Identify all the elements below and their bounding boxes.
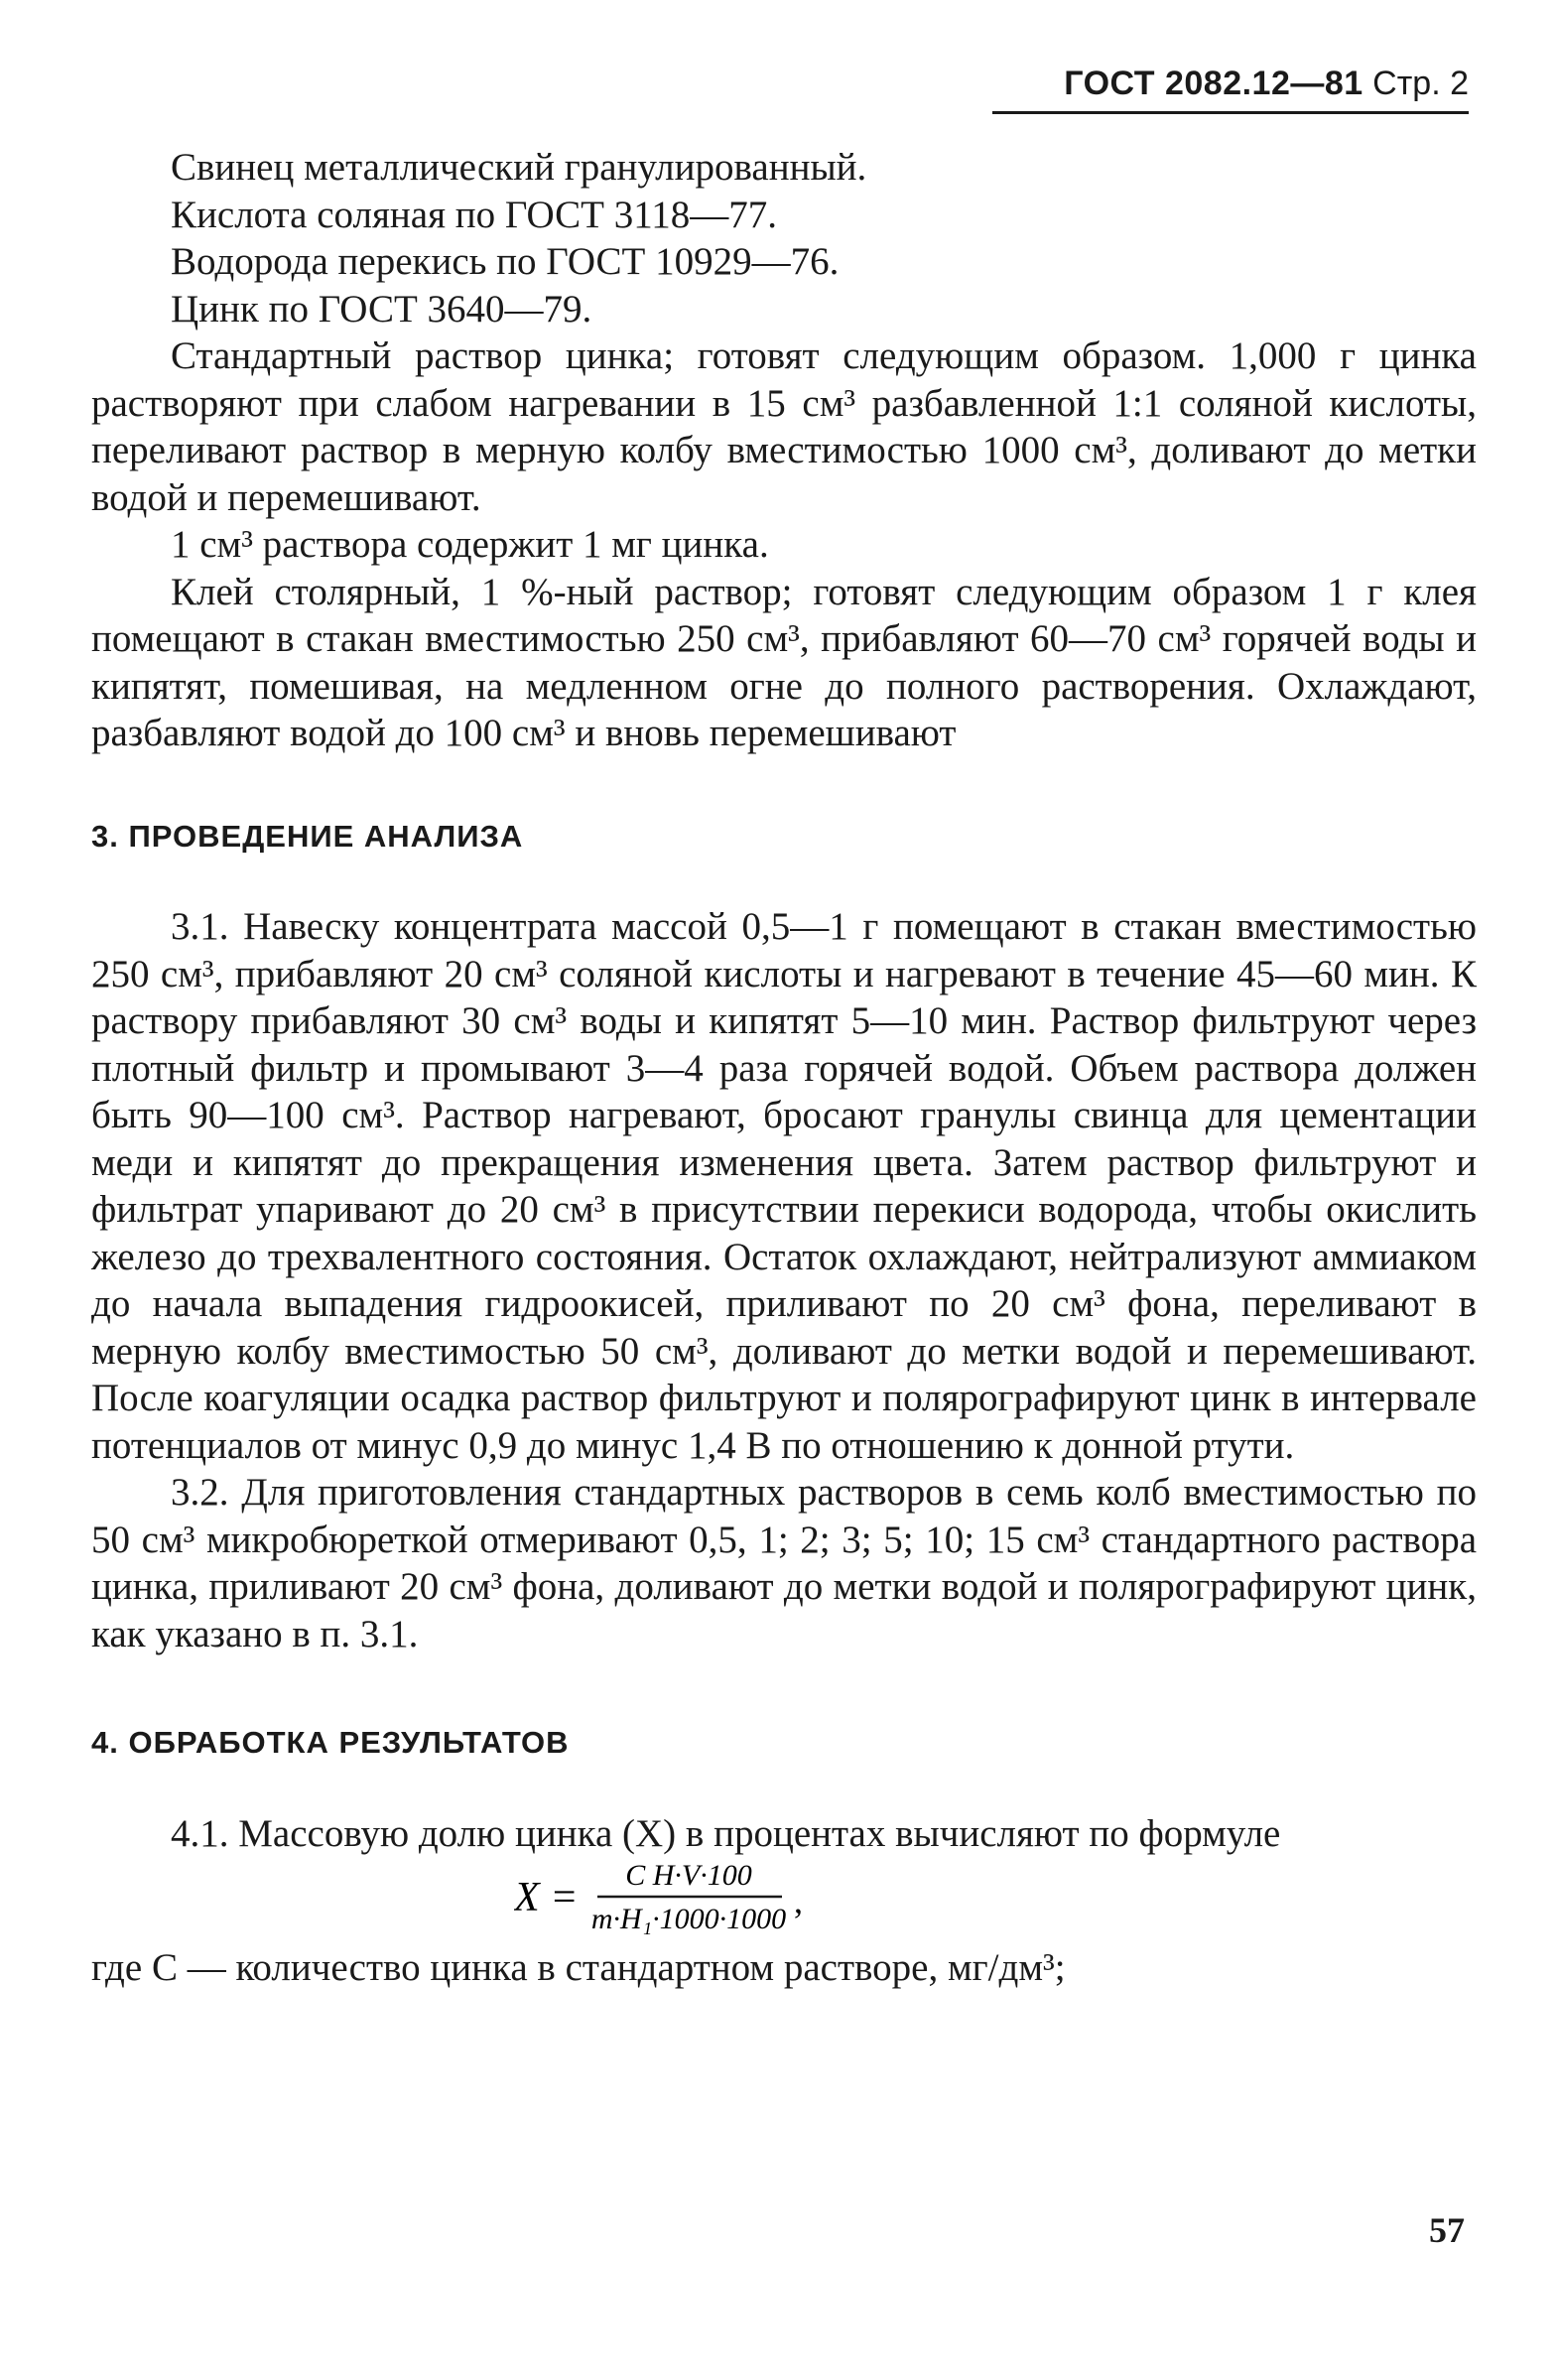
paragraph-standard-solution: Стандартный раствор цинка; готовят следующим образом. 1,000 г цинка растворяют при слабом нагревании в 15 см³ разбавленной 1:1 соляной кислоты, переливают раствор в мерную колбу вместимостью 1000 см³, доливают до метки водой и перемешивают. [91,334,1477,519]
paragraph-solution-content: 1 см³ раствора содержит 1 мг цинка. [171,523,769,566]
page-label: Стр. 2 [1372,65,1469,102]
formula-numerator: C H·V·100 [625,1859,752,1892]
paragraph-glue: Клей столярный, 1 %-ный раствор; готовят следующим образом 1 г клея помещают в стакан вместимостью 250 см³, прибавляют 60—70 см³ горячей воды и кипятят, помешивая, на медленном огне до полного растворения. Охлаждают, разбавляют водой до 100 см³ и вновь перемешивают [91,570,1477,754]
body-text [91,144,1477,1992]
standard-code: ГОСТ 2082.12—81 [1064,65,1363,102]
paragraph-3-1: 3.1. Навеску концентрата массой 0,5—1 г помещают в стакан вместимостью 250 см³, прибавляют 20 см³ соляной кислоты и нагревают в течение 45—60 мин. К раствору прибавляют 30 см³ воды и кипятят 5—10 мин. Раствор фильтруют через плотный фильтр и промывают 3—4 раза горячей водой. Объем раствора должен быть 90—100 см³. Раствор нагревают, бросают гранулы свинца для цементации меди и кипятят до прекращения изменения цвета. Затем раствор фильтруют и фильтрат упаривают до 20 см³ в присутствии перекиси водорода, чтобы окислить железо до трехвалентного состояния. Остаток охлаждают, нейтрализуют аммиаком до начала выпадения гидроокисей, приливают по 20 см³ фона, переливают в мерную колбу вместимостью 50 см³, доливают до метки водой и перемешивают. После коагуляции осадка раствор фильтруют и полярографируют цинк в интервале потенциалов от минус 0,9 до минус 1,4 В по отношению к донной ртути. [91,905,1477,1467]
paragraph-lead: Свинец металлический гранулированный. [171,146,867,189]
formula-graphic [514,1851,871,1940]
formula-denominator: m·H₁·1000·1000 [590,1903,787,1935]
page-number: 57 [1429,2210,1465,2250]
page-header [992,62,1469,114]
paragraph-peroxide: Водорода перекись по ГОСТ 10929—76. [171,240,840,283]
formula-trailing-comma: , [794,1881,803,1920]
section-4-title: 4. ОБРАБОТКА РЕЗУЛЬТАТОВ [91,1725,570,1760]
paragraph-4-1: 4.1. Массовую долю цинка (X) в процентах вычисляют по формуле [171,1811,1281,1855]
paragraph-zinc: Цинк по ГОСТ 3640—79. [171,287,592,331]
formula-lhs: X = [514,1875,579,1920]
paragraph-3-2: 3.2. Для приготовления стандартных растворов в семь колб вместимостью по 50 см³ микробюреткой отмеривают 0,5, 1; 2; 3; 5; 10; 15 см³ стандартного раствора цинка, приливают 20 см³ фона, доливают до метки водой и полярографируют цинк, как указано в п. 3.1. [91,1471,1477,1655]
paragraph-where: где C — количество цинка в стандартном растворе, мг/дм³; [91,1946,1066,1989]
section-3-title: 3. ПРОВЕДЕНИЕ АНАЛИЗА [91,818,524,854]
formula [514,1857,1477,1936]
paragraph-acid: Кислота соляная по ГОСТ 3118—77. [171,193,778,236]
